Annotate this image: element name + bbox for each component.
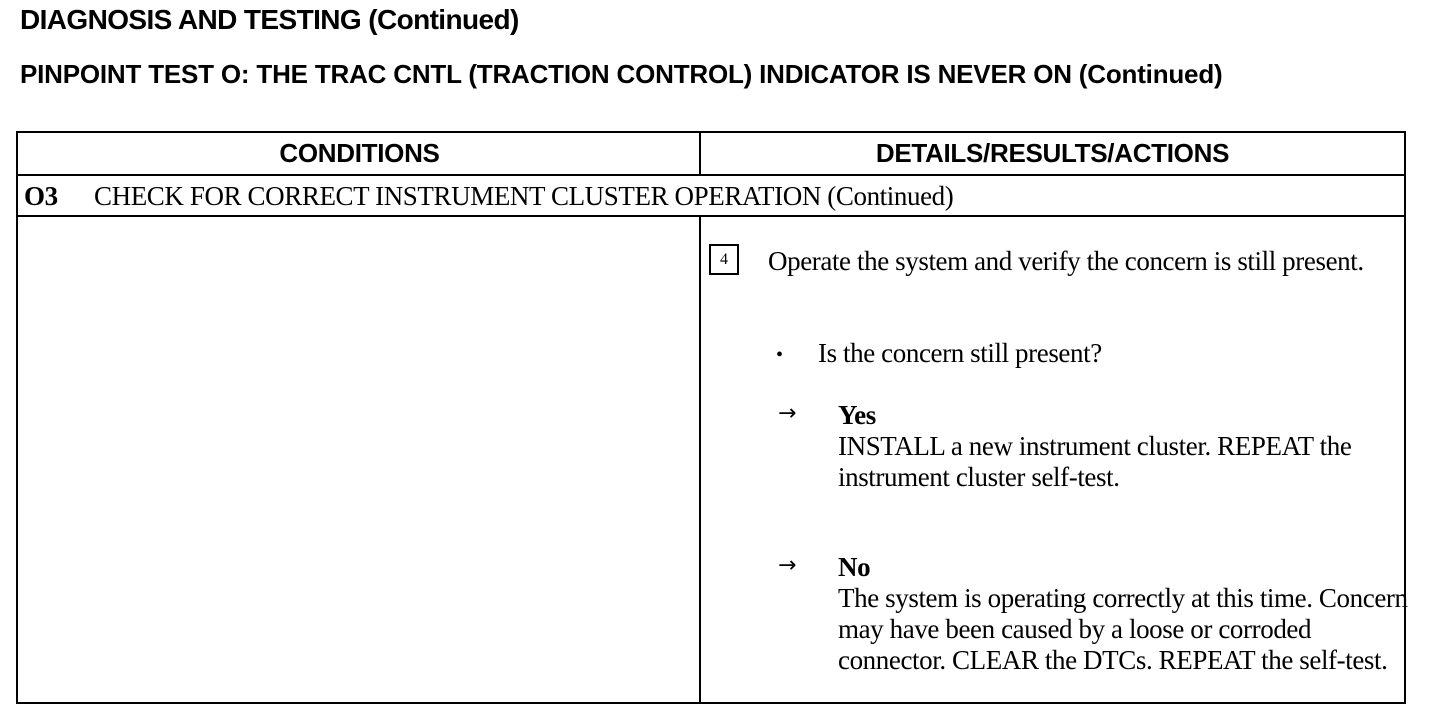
pinpoint-test-title: PINPOINT TEST O: THE TRAC CNTL (TRACTION CONTROL) INDICATOR IS NEVER ON (Continued)	[20, 59, 1223, 89]
header-rule	[18, 174, 1404, 176]
outcome-yes-action: INSTALL a new instrument cluster. REPEAT the instrument cluster self-test.	[838, 431, 1352, 492]
substep-question: Is the concern still present?	[818, 338, 1102, 368]
step-rule	[18, 215, 1404, 217]
outcome-yes-label: Yes	[838, 400, 876, 430]
conditions-column-header: CONDITIONS	[279, 138, 440, 168]
section-title: DIAGNOSIS AND TESTING (Continued)	[20, 4, 519, 35]
substep-instruction: Operate the system and verify the concern is still present.	[768, 246, 1364, 276]
column-divider-body	[699, 217, 701, 702]
outcome-yes	[838, 400, 1408, 493]
bullet-icon: •	[776, 344, 783, 366]
substep-number-box: 4	[709, 244, 739, 275]
outcome-no-action: The system is operating correctly at this time. Concern may have been caused by a loose or corroded connector. CLEAR the DTCs. REPEAT the self-test.	[838, 583, 1408, 675]
arrow-right-icon: →	[778, 401, 797, 426]
step-row	[24, 177, 953, 215]
outcome-no-label: No	[838, 552, 871, 582]
step-code: O3	[24, 181, 58, 211]
outcome-no	[838, 552, 1408, 676]
step-title: CHECK FOR CORRECT INSTRUMENT CLUSTER OPERATION (Continued)	[94, 181, 954, 211]
arrow-right-icon: →	[778, 553, 797, 578]
details-column-header: DETAILS/RESULTS/ACTIONS	[875, 138, 1230, 168]
diagnostic-table	[16, 131, 1406, 704]
